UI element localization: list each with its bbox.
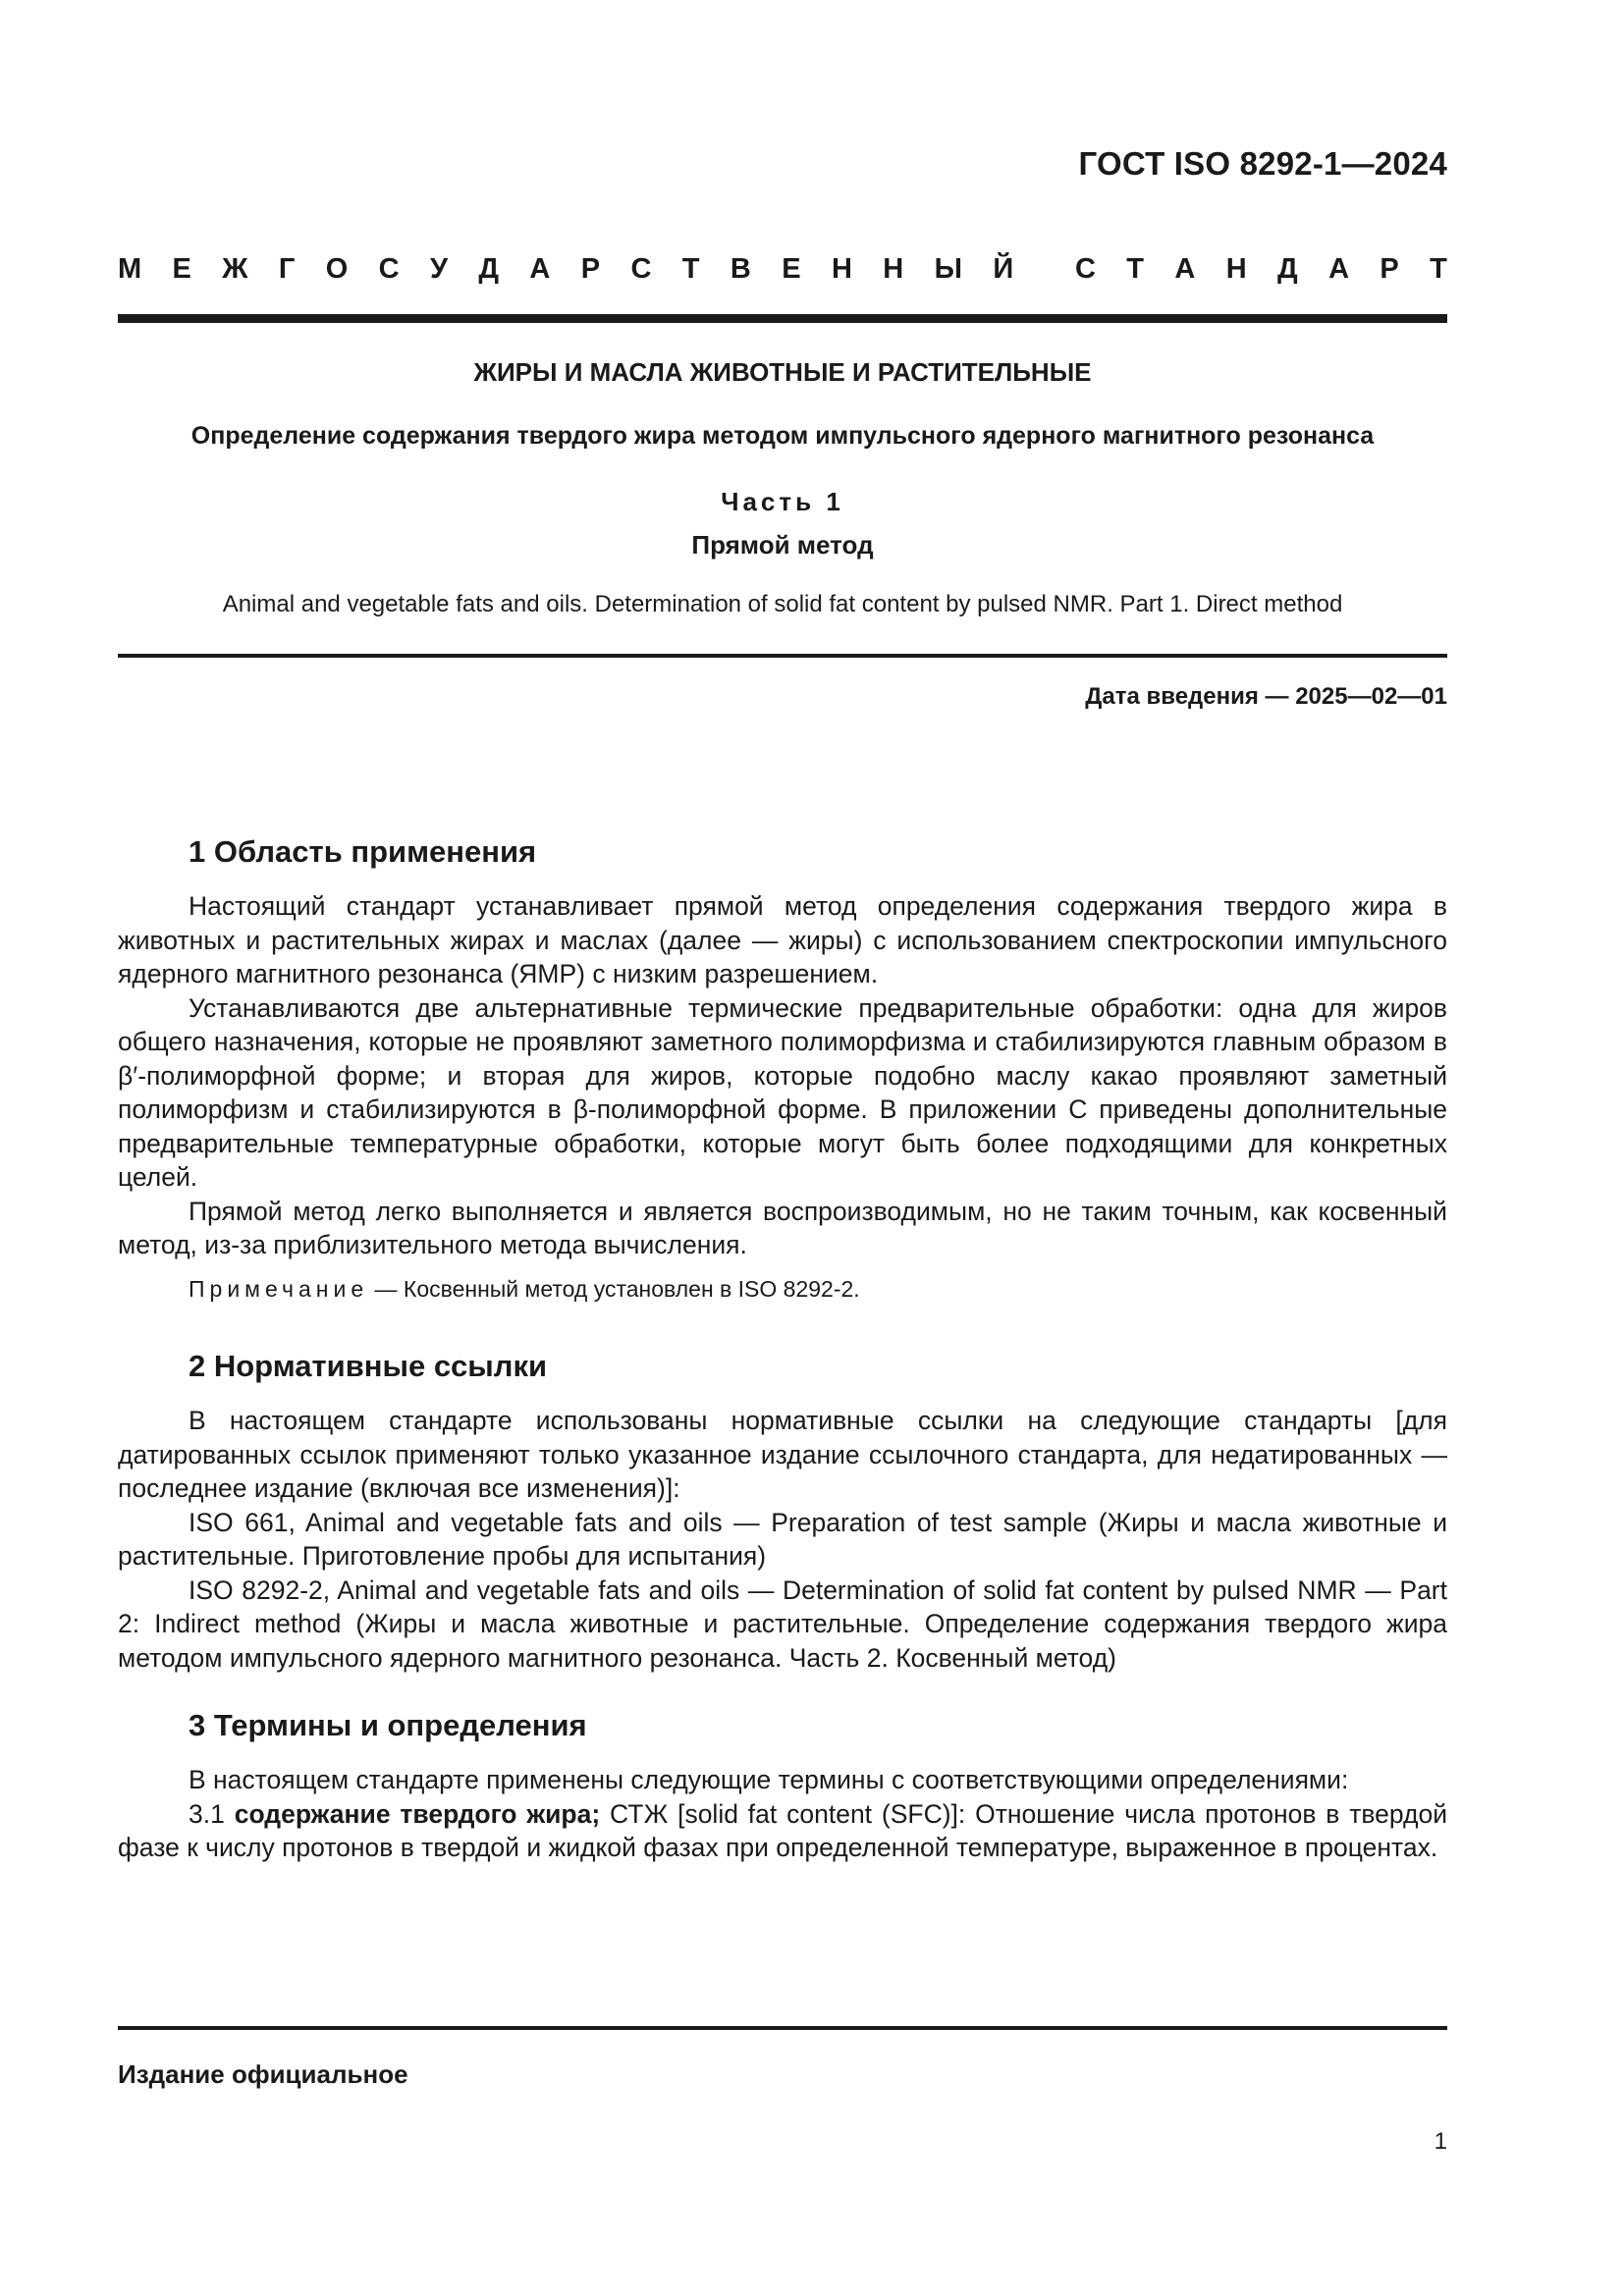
heading-letter: Н bbox=[831, 253, 852, 285]
heading-letter: Р bbox=[1380, 253, 1399, 285]
section-1-paragraph: Настоящий стандарт устанавливает прямой метод определения содержания твердого жира в животных и растительных жирах и маслах (далее — жиры) с использованием спектроскопии импульсного ядерного магнитного резонанса (ЯМР) с низким разрешением. bbox=[118, 891, 1447, 988]
heading-letter: Ы bbox=[934, 253, 962, 285]
footer-rule bbox=[118, 2026, 1447, 2030]
document-body bbox=[118, 832, 1447, 1865]
heading-letter: Д bbox=[1277, 253, 1298, 285]
term-definition bbox=[118, 1797, 1447, 1865]
section-1-note bbox=[118, 1272, 1447, 1307]
document-code: ГОСТ ISO 8292-1—2024 bbox=[1078, 145, 1447, 182]
reference-item: ISO 8292-2, Animal and vegetable fats and oils — Determination of solid fat content by pulsed NMR — Part 2: Indirect method (Жиры и масла животные и растительные. Определение содержания твердого жира методом импульсного ядерного магнитного резонанса. Часть 2. Косвенный метод) bbox=[118, 1575, 1447, 1673]
standard-type-heading bbox=[118, 253, 1447, 286]
page-number: 1 bbox=[1434, 2128, 1447, 2155]
heading-letter: Д bbox=[478, 253, 500, 285]
heading-letter: Т bbox=[681, 253, 700, 285]
heading-letter: Т bbox=[1430, 253, 1447, 285]
section-1-paragraph: Прямой метод легко выполняется и является воспроизводимым, но не таким точным, как косвенный метод, из-за приблизительного метода вычисления. bbox=[118, 1196, 1447, 1259]
part-title: Прямой метод bbox=[691, 530, 874, 560]
term-text: СТЖ [solid fat content (SFC)]: Отношение числа протонов в твердой фазе к числу протонов в твердой и жидкой фазах при определенной температуре, выраженное в процентах. bbox=[118, 1798, 1448, 1862]
official-edition-label: Издание официальное bbox=[118, 2059, 408, 2089]
section-3-heading: 3 Термины и определения bbox=[189, 1708, 587, 1742]
section-2-paragraph: В настоящем стандарте использованы нормативные ссылки на следующие стандарты [для датированных ссылок применяют только указанное издание ссылочного стандарта, для недатированных — последнее издание (включая все изменения)]: bbox=[118, 1406, 1447, 1503]
document-subtitle: Определение содержания твердого жира методом импульсного ядерного магнитного резонанса bbox=[190, 422, 1375, 450]
english-title: Animal and vegetable fats and oils. Determination of solid fat content by pulsed NMR. Part 1. Direct method bbox=[222, 591, 1343, 617]
part-label: Часть 1 bbox=[721, 487, 844, 516]
document-title: ЖИРЫ И МАСЛА ЖИВОТНЫЕ И РАСТИТЕЛЬНЫЕ bbox=[473, 357, 1092, 387]
title-rule bbox=[118, 654, 1447, 658]
heading-letter: Н bbox=[883, 253, 904, 285]
heading-letter: С bbox=[630, 253, 652, 285]
heading-letter: В bbox=[730, 253, 751, 285]
reference-item: ISO 661, Animal and vegetable fats and oils — Preparation of test sample (Жиры и масла животные и растительные. Приготовление пробы для испытания) bbox=[118, 1507, 1447, 1571]
heading-letter: С bbox=[1074, 253, 1096, 285]
heading-letter: М bbox=[118, 253, 142, 285]
heading-letter: Е bbox=[172, 253, 191, 285]
heading-letter: Ж bbox=[222, 253, 248, 285]
heading-letter: А bbox=[1174, 253, 1196, 285]
heading-letter: О bbox=[325, 253, 349, 285]
heading-letter: С bbox=[378, 253, 400, 285]
introduction-date: Дата введения — 2025—02—01 bbox=[1085, 683, 1447, 710]
heading-letter: Н bbox=[1225, 253, 1247, 285]
note-label: Примечание bbox=[189, 1275, 369, 1302]
term-name: содержание твердого жира; bbox=[234, 1798, 601, 1829]
heading-letter: А bbox=[1328, 253, 1350, 285]
heading-letter: Р bbox=[580, 253, 601, 285]
term-number: 3.1 bbox=[189, 1798, 235, 1829]
heading-letter: Г bbox=[278, 253, 296, 285]
heading-letter: А bbox=[529, 253, 551, 285]
section-2-heading: 2 Нормативные ссылки bbox=[189, 1349, 548, 1383]
heading-letter: Е bbox=[782, 253, 801, 285]
section-3-paragraph: В настоящем стандарте применены следующие термины с соответствующими определениями: bbox=[189, 1765, 1349, 1794]
section-1-paragraph: Устанавливаются две альтернативные термические предварительные обработки: одна для жиров общего назначения, которые не проявляют заметного полиморфизма и стабилизируются главным образом в β′-полиморфной форме; и вторая для жиров, которые подобно маслу какао проявляют заметный полиморфизм и стабилизируются в β-полиморфной форме. В приложении С приведены дополнительные предварительные температурные обработки, которые могут быть более подходящими для конкретных целей. bbox=[118, 992, 1447, 1192]
heading-letter: Т bbox=[1126, 253, 1145, 285]
section-1-heading: 1 Область применения bbox=[189, 834, 537, 869]
heading-letter: У bbox=[429, 253, 448, 285]
heading-letter: Й bbox=[993, 253, 1014, 285]
note-text: — Косвенный метод установлен в ISO 8292-2. bbox=[368, 1275, 860, 1302]
top-thick-rule bbox=[118, 314, 1447, 323]
